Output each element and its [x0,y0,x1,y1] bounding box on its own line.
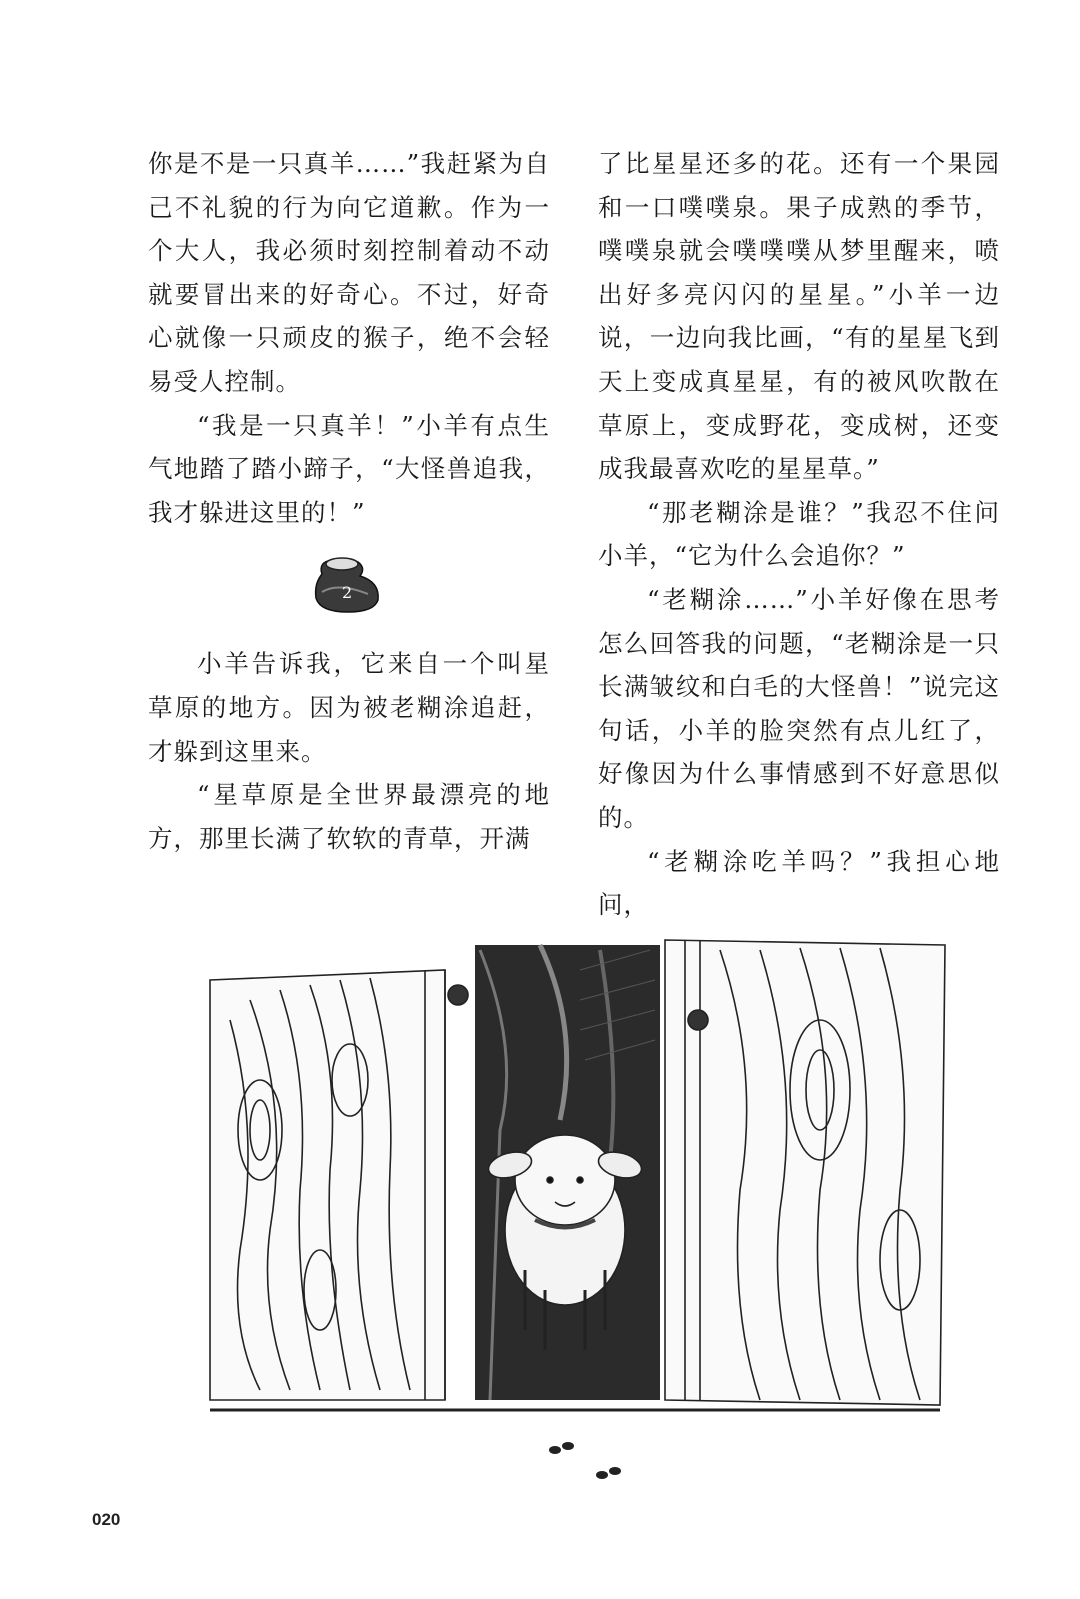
door-lamb-illustration [200,930,960,1494]
right-door-panel [665,940,945,1405]
paragraph: “那老糊涂是谁？”我忍不住问小羊，“它为什么会追你？” [598,497,1000,571]
nail-icon [688,1010,708,1030]
paragraph: 小羊告诉我，它来自一个叫星草原的地方。因为被老糊涂追赶，才躲到这里来。 [148,649,550,766]
left-text-column [148,142,550,860]
pot-icon [308,552,388,616]
hoofprints-icon [549,1442,621,1479]
paragraph: “老糊涂……”小羊好像在思考怎么回答我的问题，“老糊涂是一只长满皱纹和白毛的大怪兽！”说完这句话，小羊的脸突然有点儿红了，好像因为什么事情感到不好意思似的。 [598,584,1000,832]
section-ornament [148,534,550,642]
paragraph: “星草原是全世界最漂亮的地方，那里长满了软软的青草，开满 [148,780,550,853]
nail-icon [448,985,468,1005]
left-door-panel [210,970,468,1400]
paragraph: “老糊涂吃羊吗？”我担心地问， [598,846,1000,920]
paragraph: 你是不是一只真羊……”我赶紧为自己不礼貌的行为向它道歉。作为一个大人，我必须时刻控制着动不动就要冒出来的好奇心。不过，好奇心就像一只顽皮的猴子，绝不会轻易受人控制。 [148,149,550,396]
paragraph: “我是一只真羊！”小羊有点生气地踏了踏小蹄子，“大怪兽追我，我才躲进这里的！” [148,410,550,527]
paragraph: 了比星星还多的花。还有一个果园和一口噗噗泉。果子成熟的季节，噗噗泉就会噗噗噗从梦里醒来，喷出好多亮闪闪的星星。”小羊一边说，一边向我比画，“有的星星飞到天上变成真星星，有的被风吹散在草原上，变成野花，变成树，还变成我最喜欢吃的星星草。” [598,149,1000,484]
section-number: 2 [342,583,354,603]
page-number: 020 [92,1510,121,1529]
right-text-column [598,142,1000,927]
